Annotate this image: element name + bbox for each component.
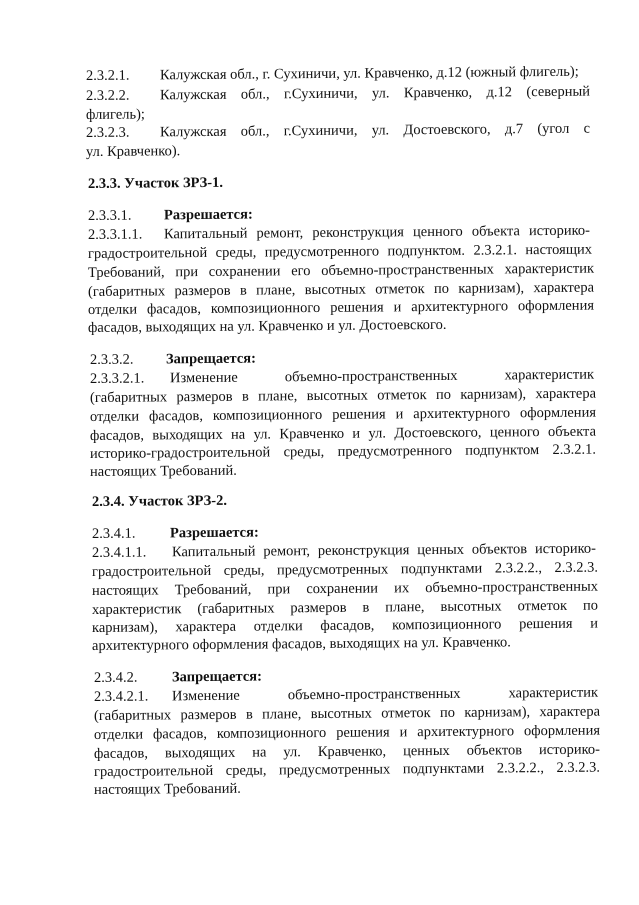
item-text: Калужская обл., г.Сухиничи, ул. Достоевского, д.7 (угол с (159, 120, 591, 141)
item-number: 2.3.4.2.1. (93, 688, 149, 705)
paragraph-line: 2.3.4.2.1. Изменение объемно-пространственных характеристик (93, 684, 599, 705)
item-number: 2.3.3.1.1. (87, 226, 143, 243)
item-continuation: флигель); (85, 106, 146, 123)
list-item (86, 121, 590, 142)
subsection-label: Разрешается: (163, 206, 253, 224)
paragraph-line: фасадов, выходящих на ул. Кравченко и ул. Достоевского. (87, 316, 447, 336)
subsection-label: Запрещается: (165, 350, 256, 368)
item-number: 2.3.3.2.1. (89, 370, 145, 387)
paragraph-line: градостроительной среды, предусмотренных подпунктами 2.3.2.2., 2.3.2.3. (91, 559, 599, 580)
paragraph-line: 2.3.4.1.1. Капитальный ремонт, реконструкция ценных объектов историко- (91, 540, 597, 561)
subsection-heading (88, 207, 253, 225)
paragraph-line: 2.3.3.1.1. Капитальный ремонт, реконструкция ценного объекта историко- (87, 222, 591, 243)
paragraph-line: фасадов, выходящих на ул. Кравченко и ул. Достоевского, ценного объекта (89, 423, 597, 444)
item-number: 2.3.2.2. (85, 87, 130, 104)
item-number: 2.3.2.1. (85, 67, 130, 84)
paragraph-line: отделки фасадов, композиционного решения и архитектурного оформления (89, 404, 597, 425)
paragraph-line: историко-градостроительной среды, предусмотренного подпунктом 2.3.2.1. (89, 441, 597, 462)
paragraph-line: (габаритных размеров в плане, высотных отметок по карнизам), характера (87, 279, 595, 300)
paragraph-line: карнизам), характера отделки фасадов, композиционного решения и (91, 615, 599, 636)
list-item (86, 64, 590, 85)
subsection-number: 2.3.3.1. (87, 207, 132, 224)
subsection-heading (92, 525, 259, 543)
subsection-number: 2.3.3.2. (89, 351, 134, 368)
paragraph-line: характеристик (габаритных размеров в плане, высотных отметок по (91, 597, 599, 618)
section-heading: 2.3.4. Участок ЗРЗ-2. (91, 492, 228, 510)
subsection-label: Разрешается: (169, 524, 259, 542)
paragraph-line: градостроительной среды, предусмотренного подпунктом. 2.3.2.1. настоящих (87, 241, 593, 262)
subsection-number: 2.3.4.1. (91, 525, 136, 542)
paragraph-line: настоящих Требований, при сохранении их объемно-пространственных (91, 578, 599, 599)
subsection-label: Запрещается: (171, 668, 262, 686)
subsection-number: 2.3.4.2. (93, 669, 138, 686)
paragraph-line: отделки фасадов, композиционного решения и архитектурного оформления (87, 297, 595, 318)
paragraph-line: фасадов, выходящих на ул. Кравченко, ценных объектов историко- (93, 741, 601, 762)
paragraph-line: архитектурного оформления фасадов, выходящих на ул. Кравченко. (91, 634, 511, 654)
subsection-heading (94, 669, 262, 687)
paragraph-line: отделки фасадов, композиционного решения и архитектурного оформления (93, 722, 601, 743)
paragraph-line: (габаритных размеров в плане, высотных отметок по карнизам), характера (93, 703, 601, 724)
subsection-heading (90, 351, 256, 369)
item-text: Калужская обл., г.Сухиничи, ул. Кравченко, д.12 (северный (159, 83, 591, 104)
section-heading: 2.3.3. Участок ЗРЗ-1. (87, 174, 224, 192)
paragraph-line: 2.3.3.2.1. Изменение объемно-пространственных характеристик (89, 366, 595, 387)
paragraph-line: Требований, при сохранении его объемно-пространственных характеристик (87, 260, 595, 281)
paragraph-line: настоящих Требований. (89, 462, 237, 480)
item-text: Калужская обл., г. Сухиничи, ул. Кравченко, д.12 (южный флигель); (159, 63, 579, 84)
paragraph-line: (габаритных размеров в плане, высотных отметок по карнизам), характера (89, 385, 597, 406)
list-item (86, 84, 590, 105)
paragraph-line: градостроительной среды, предусмотренных подпунктами 2.3.2.2., 2.3.2.3. (93, 759, 601, 780)
paragraph-line: настоящих Требований. (93, 780, 241, 798)
item-continuation: ул. Кравченко). (85, 143, 181, 160)
item-number: 2.3.2.3. (85, 124, 130, 141)
item-number: 2.3.4.1.1. (91, 544, 147, 561)
